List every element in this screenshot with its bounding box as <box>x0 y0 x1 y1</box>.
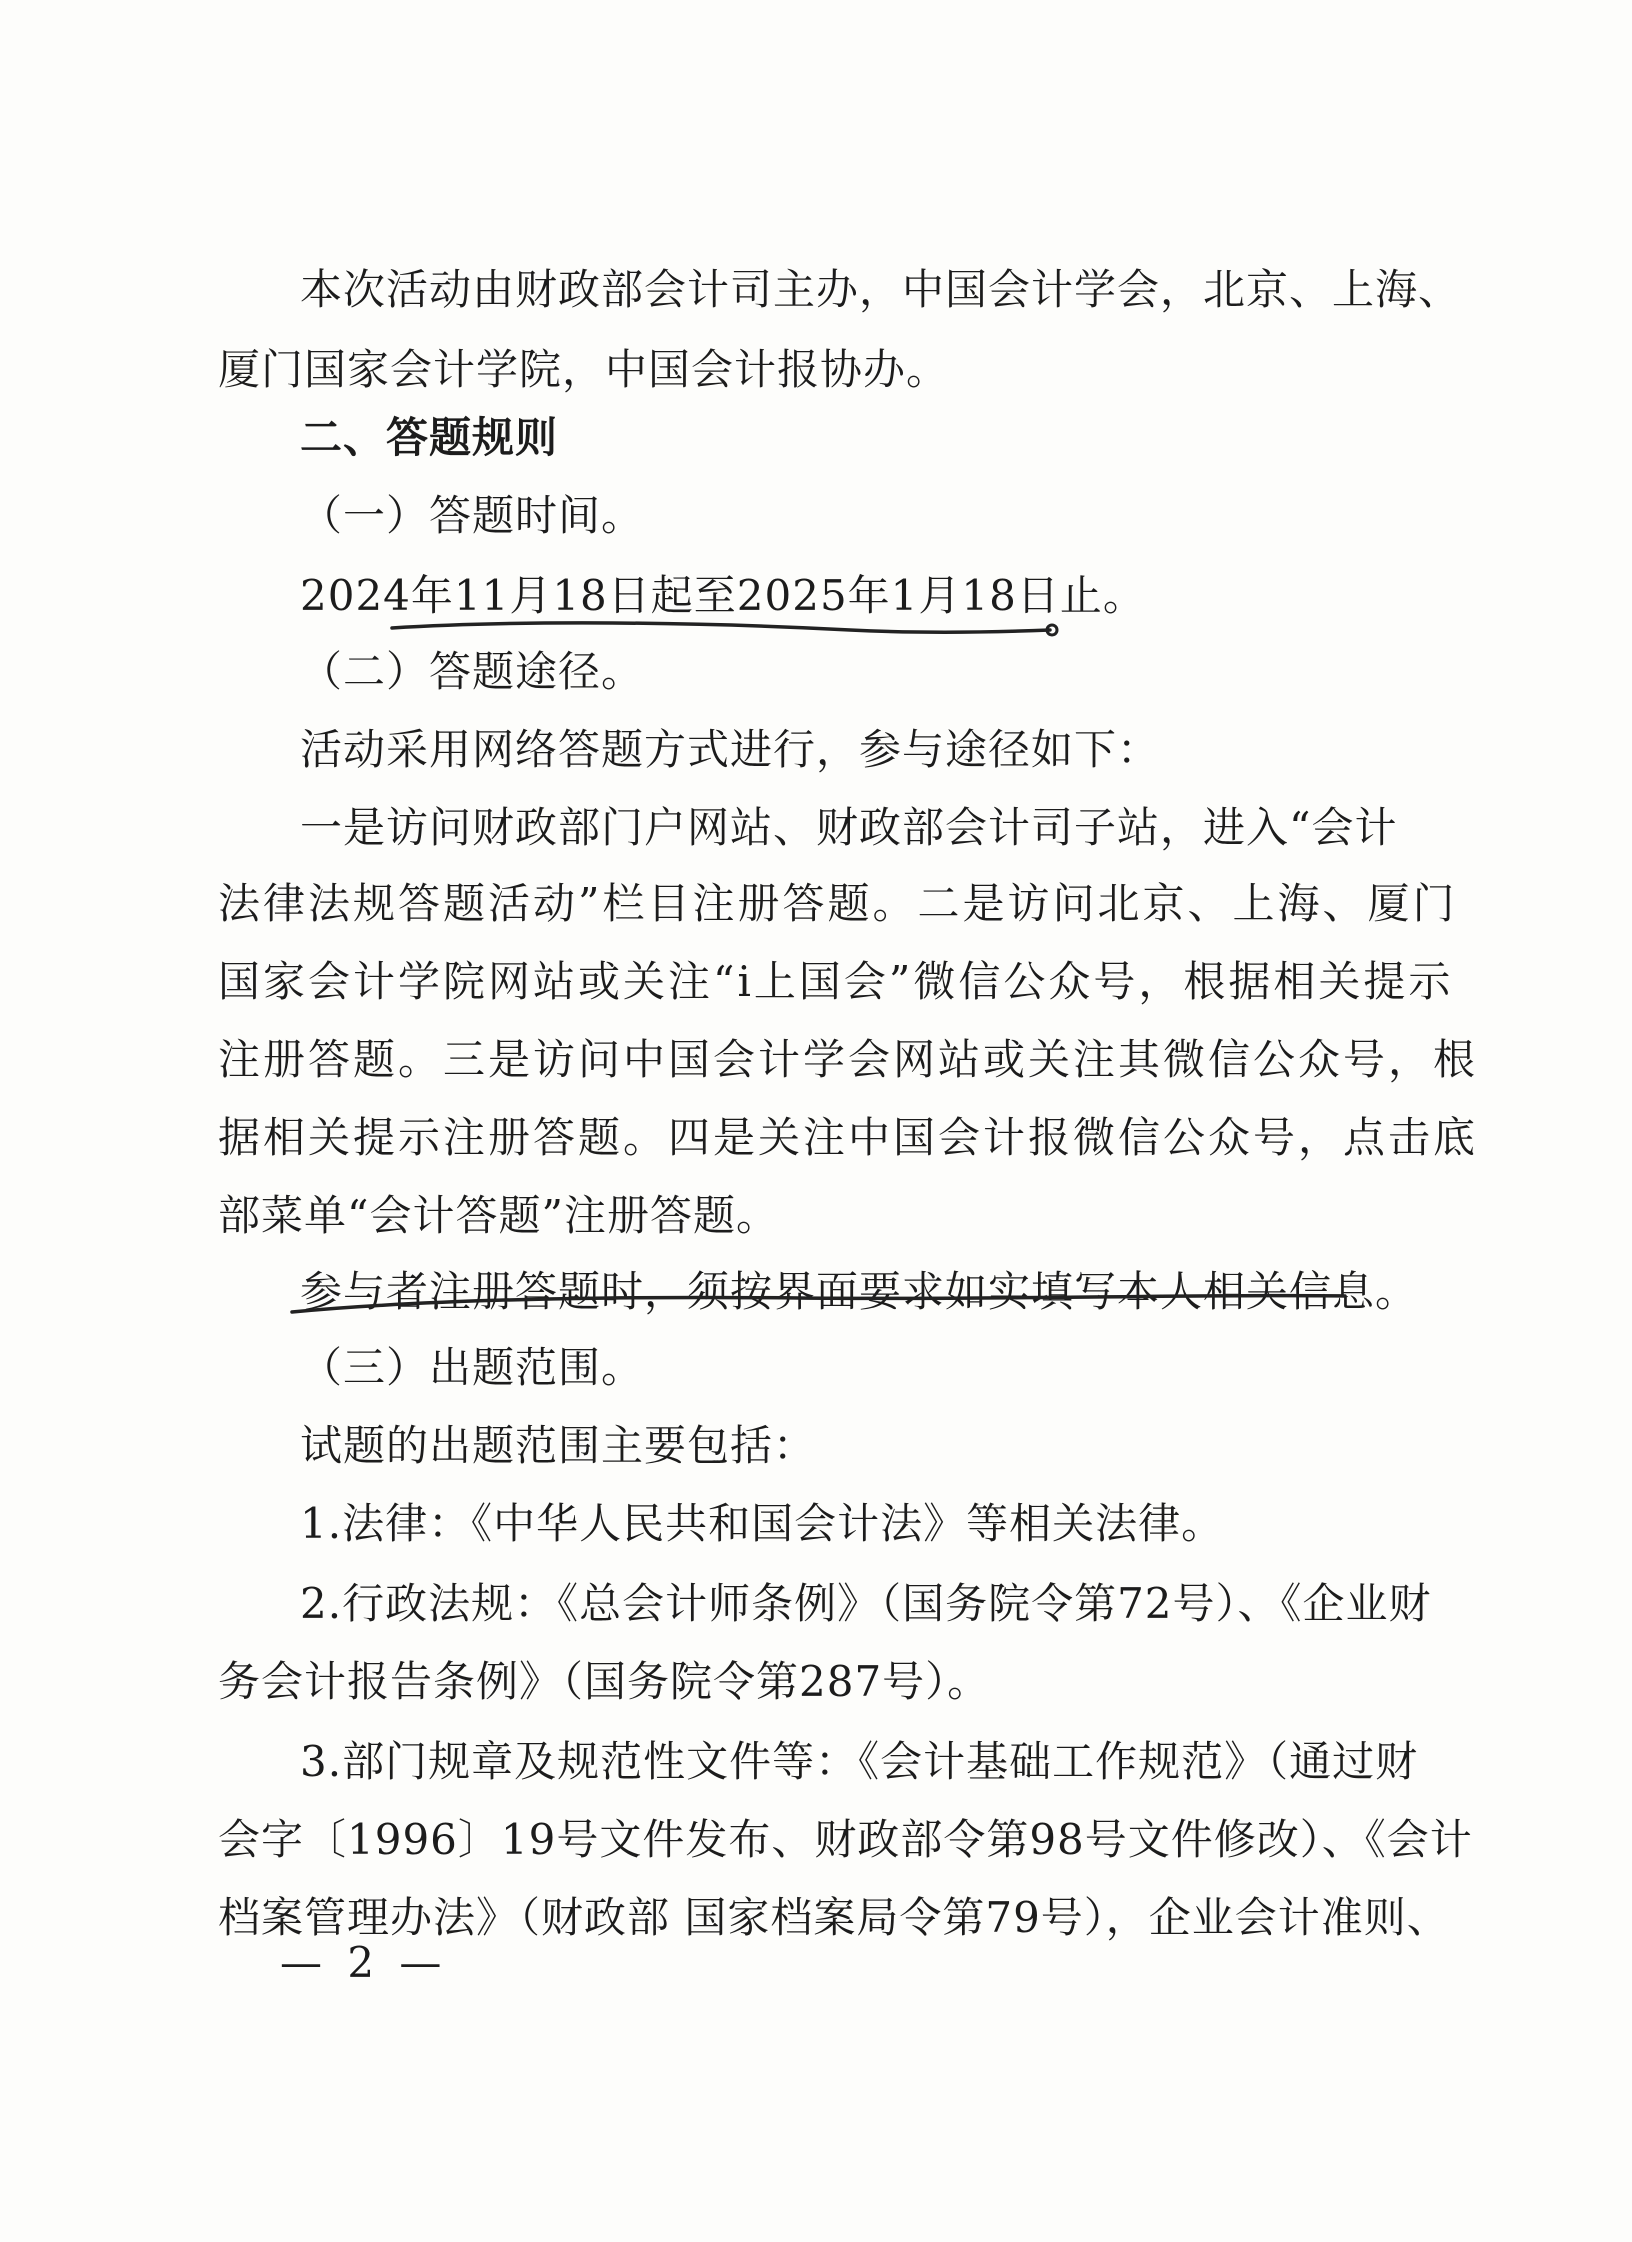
list-item-regulations-line2: 务会计报告条例》（国务院令第287号）。 <box>218 1657 991 1706</box>
subheading-time: （一）答题时间。 <box>300 491 645 540</box>
list-item-rules-line2: 会字〔1996〕19号文件发布、财政部令第98号文件修改）、《会计 <box>218 1815 1473 1864</box>
underline-end-dot <box>1047 625 1057 635</box>
para-time: 2024年11月18日起至2025年1月18日止。 <box>300 571 1146 620</box>
para-channels-intro: 活动采用网络答题方式进行，参与途径如下： <box>300 725 1161 774</box>
section-heading-rules: 二、答题规则 <box>300 413 559 462</box>
para-channels-line4: 注册答题。三是访问中国会计学会网站或关注其微信公众号，根 <box>218 1035 1479 1084</box>
para-organizers-line1: 本次活动由财政部会计司主办，中国会计学会，北京、上海、 <box>300 265 1462 314</box>
page-number: — 2 — <box>280 1938 448 1987</box>
subheading-channels: （二）答题途径。 <box>300 647 645 696</box>
subheading-scope: （三）出题范围。 <box>300 1343 645 1392</box>
underline-answer-time <box>392 623 1050 632</box>
para-channels-line3: 国家会计学院网站或关注“i上国会”微信公众号，根据相关提示 <box>218 957 1454 1006</box>
para-channels-line1: 一是访问财政部门户网站、财政部会计司子站，进入“会计 <box>300 803 1398 852</box>
para-channels-line6: 部菜单“会计答题”注册答题。 <box>218 1191 779 1240</box>
para-organizers-line2: 厦门国家会计学院，中国会计报协办。 <box>218 345 950 394</box>
list-item-law: 1.法律：《中华人民共和国会计法》等相关法律。 <box>300 1499 1225 1548</box>
para-scope-intro: 试题的出题范围主要包括： <box>300 1421 817 1470</box>
list-item-regulations-line1: 2.行政法规：《总会计师条例》（国务院令第72号）、《企业财 <box>300 1579 1432 1628</box>
list-item-rules-line3: 档案管理办法》（财政部 国家档案局令第79号），企业会计准则、 <box>218 1893 1450 1942</box>
list-item-rules-line1: 3.部门规章及规范性文件等：《会计基础工作规范》（通过财 <box>300 1737 1419 1786</box>
para-channels-line5: 据相关提示注册答题。四是关注中国会计报微信公众号，点击底 <box>218 1113 1479 1162</box>
para-registration: 参与者注册答题时，须按界面要求如实填写本人相关信息。 <box>300 1267 1419 1316</box>
para-channels-line2: 法律法规答题活动”栏目注册答题。二是访问北京、上海、厦门 <box>218 879 1458 928</box>
